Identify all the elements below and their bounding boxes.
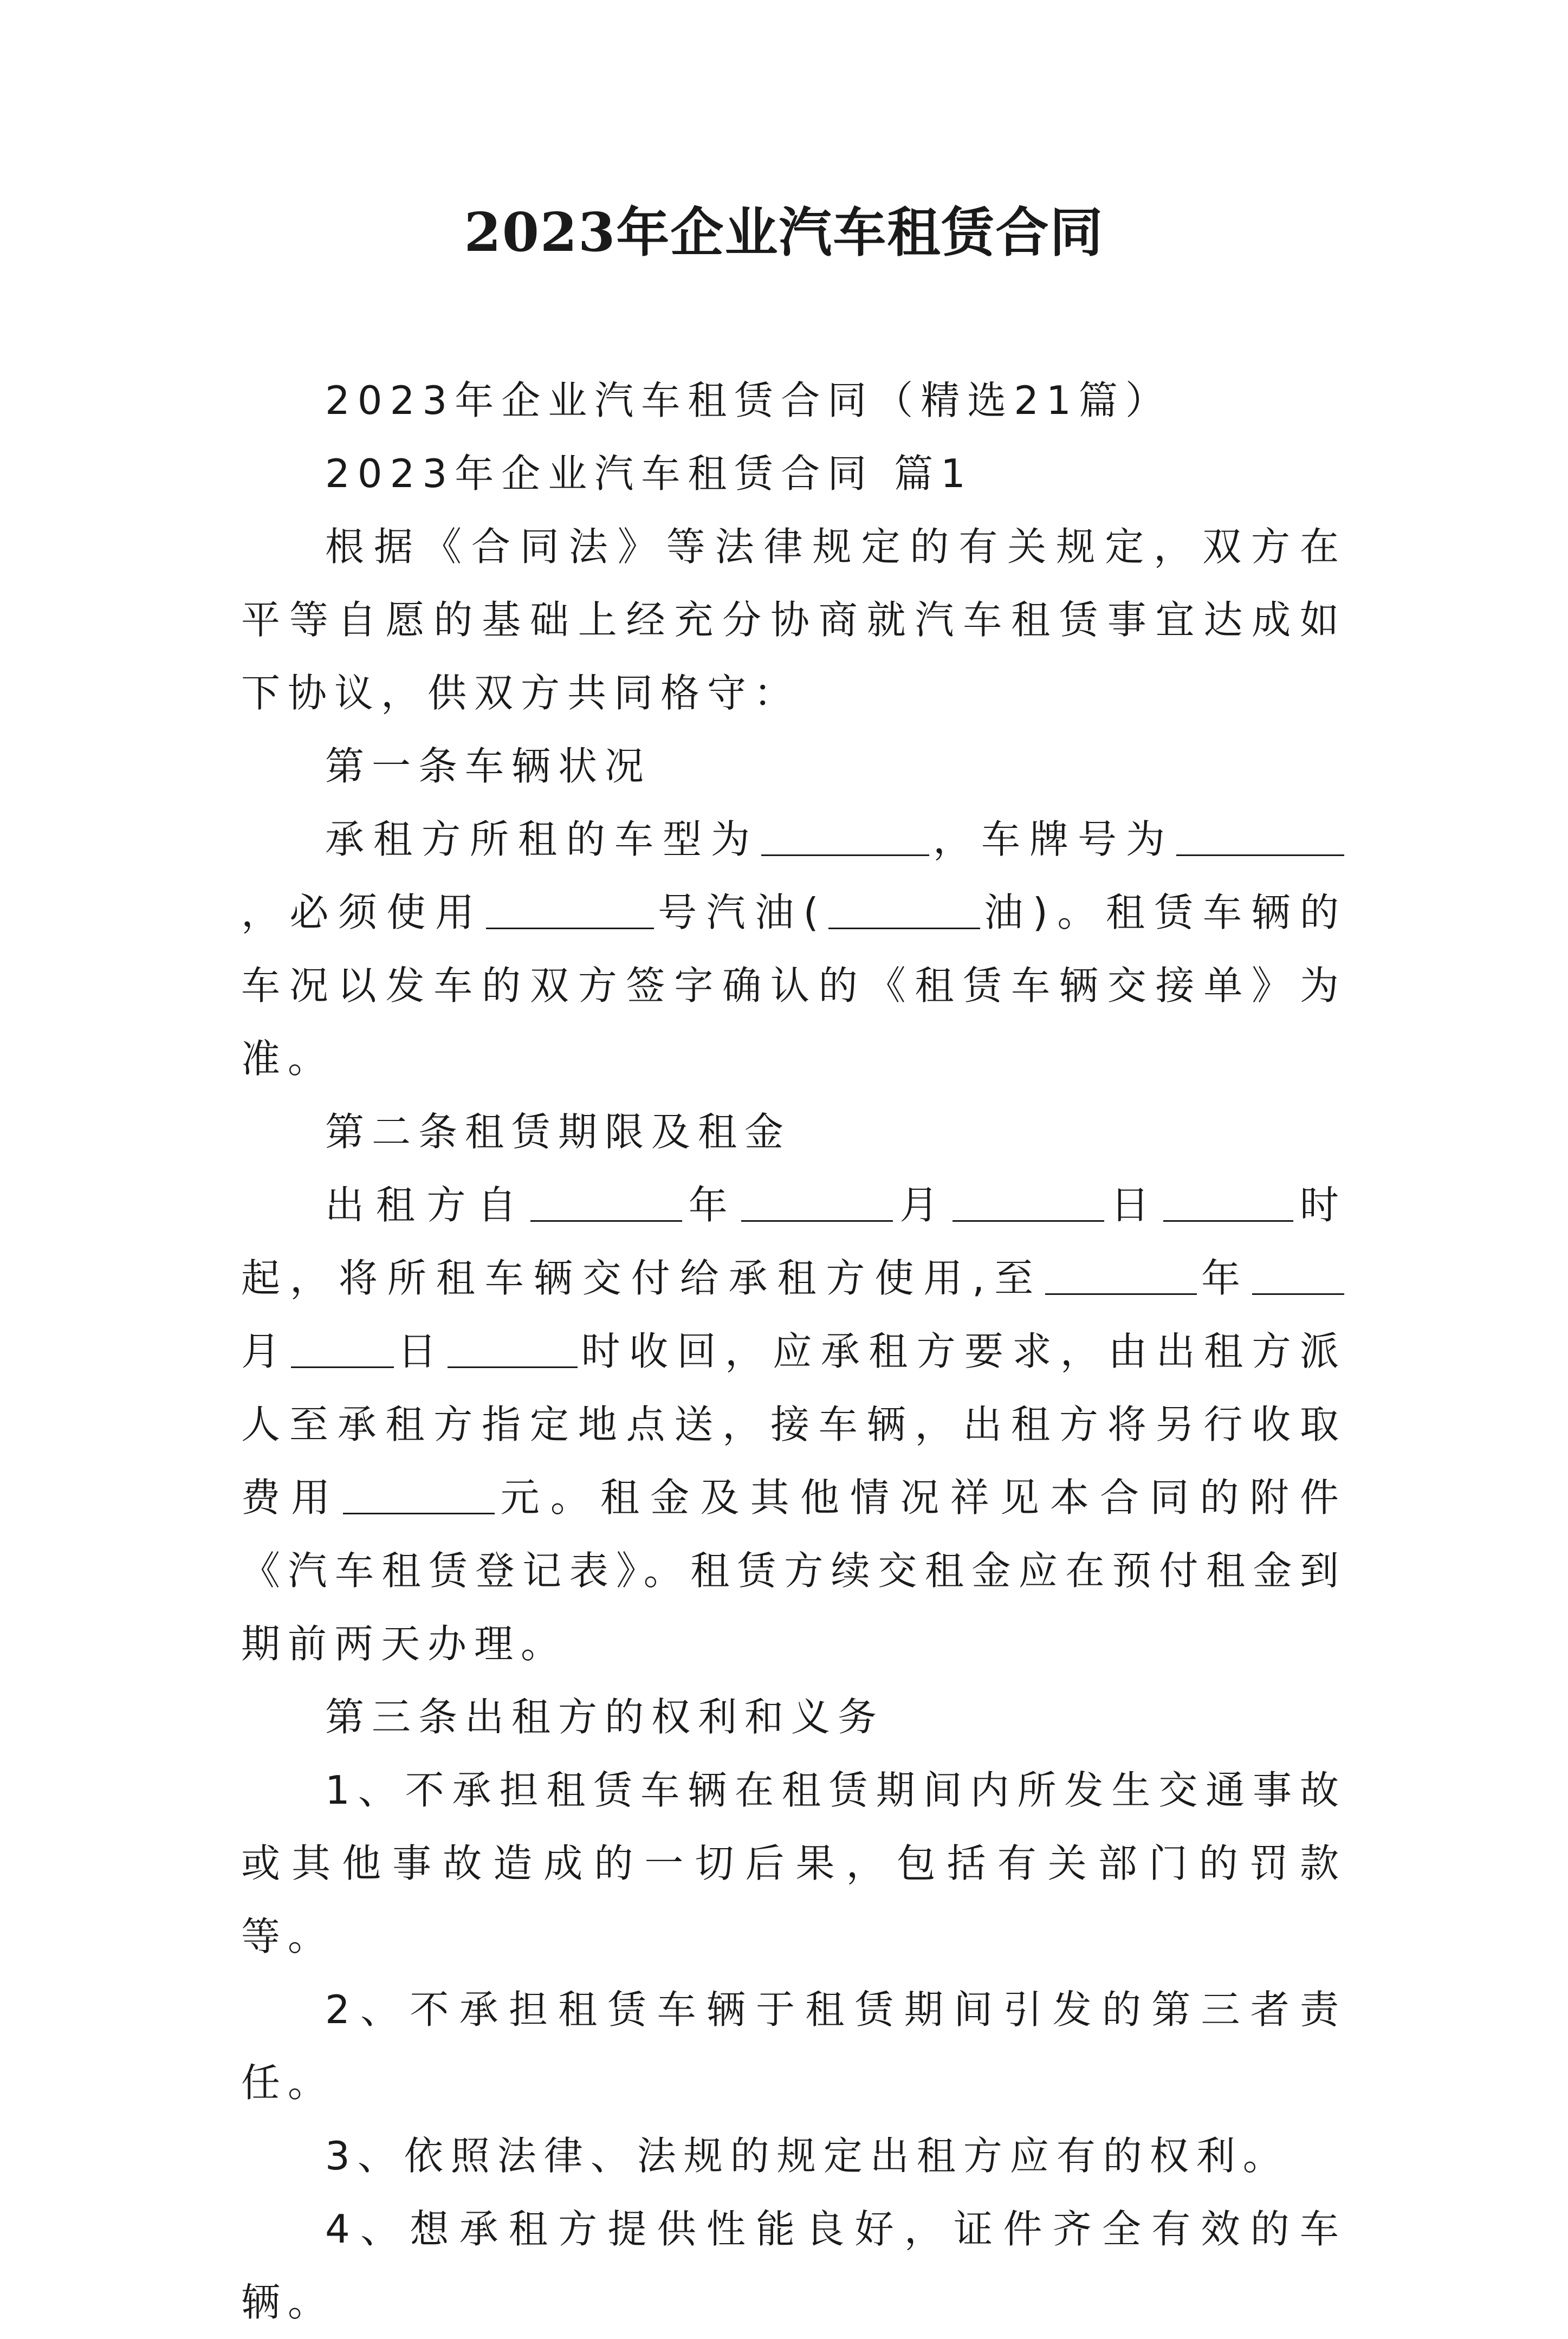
text-run: 出租方自: [325, 1182, 528, 1228]
article-3-item-2: 2、不承担租赁车辆于租赁期间引发的第三者责任。: [241, 1987, 1346, 2105]
blank-plate-number: [1176, 822, 1344, 856]
blank-start-month: [741, 1188, 893, 1222]
text-run: 日: [1106, 1182, 1162, 1228]
document-title: 2023年企业汽车租赁合同: [464, 202, 1104, 264]
document-body: [241, 364, 1346, 2339]
blank-end-year: [1045, 1261, 1197, 1295]
text-run: 年: [1199, 1255, 1250, 1301]
text-run: 时收回，应承租方要求，由出租方派人至承租方指定地点送，接车辆，出租方将另行收取费用: [241, 1329, 1346, 1520]
blank-fuel-type: [828, 895, 980, 929]
blank-start-day: [953, 1188, 1104, 1222]
article-1-body: [241, 803, 1346, 1096]
text-run: 号汽油(: [656, 890, 826, 935]
article-2-heading: 第二条租赁期限及租金: [325, 1109, 792, 1155]
blank-start-year: [530, 1188, 682, 1222]
text-run: 承租方所租的车型为: [325, 817, 759, 862]
paragraph-section-heading: 2023年企业汽车租赁合同 篇1: [325, 451, 973, 496]
blank-end-hour: [448, 1334, 578, 1368]
paragraph-preamble: 根据《合同法》等法律规定的有关规定，双方在平等自愿的基础上经充分协商就汽车租赁事宜达成如下协议，供双方共同格守：: [241, 524, 1346, 716]
blank-end-day: [291, 1334, 394, 1368]
blank-start-hour: [1163, 1188, 1293, 1222]
blank-end-month: [1252, 1261, 1344, 1295]
article-3-item-4: 4、想承租方提供性能良好，证件齐全有效的车辆。: [241, 2206, 1346, 2325]
article-3-heading: 第三条出租方的权利和义务: [325, 1694, 885, 1740]
text-run: ，必须使用: [241, 890, 484, 935]
text-run: 元。租金及其他情况祥见本合同的附件《汽车租赁登记表》。租赁方续交租金应在预付租金到期前两天办理。: [241, 1475, 1346, 1667]
text-run: 年: [684, 1182, 740, 1228]
paragraph-subtitle: 2023年企业汽车租赁合同（精选21篇）: [325, 378, 1172, 423]
article-2-body: [241, 1169, 1346, 1681]
blank-delivery-fee: [343, 1480, 495, 1514]
article-3-item-3: 3、依照法律、法规的规定出租方应有的权利。: [325, 2133, 1290, 2179]
article-1-heading: 第一条车辆状况: [325, 743, 652, 789]
text-run: 日: [396, 1329, 446, 1374]
text-run: 月: [895, 1182, 950, 1228]
text-run: 时起，将所租车辆交付给承租方使用,至: [241, 1182, 1346, 1301]
text-run: 月: [241, 1329, 289, 1374]
blank-fuel-grade: [486, 895, 654, 929]
article-3-item-1: 1、不承担租赁车辆在租赁期间内所发生交通事故或其他事故造成的一切后果，包括有关部门的罚款等。: [241, 1767, 1346, 1959]
text-run: 油)。租赁车辆的车况以发车的双方签字确认的《租赁车辆交接单》为准。: [241, 890, 1346, 1081]
blank-car-model: [761, 822, 929, 856]
text-run: ，车牌号为: [931, 817, 1174, 862]
